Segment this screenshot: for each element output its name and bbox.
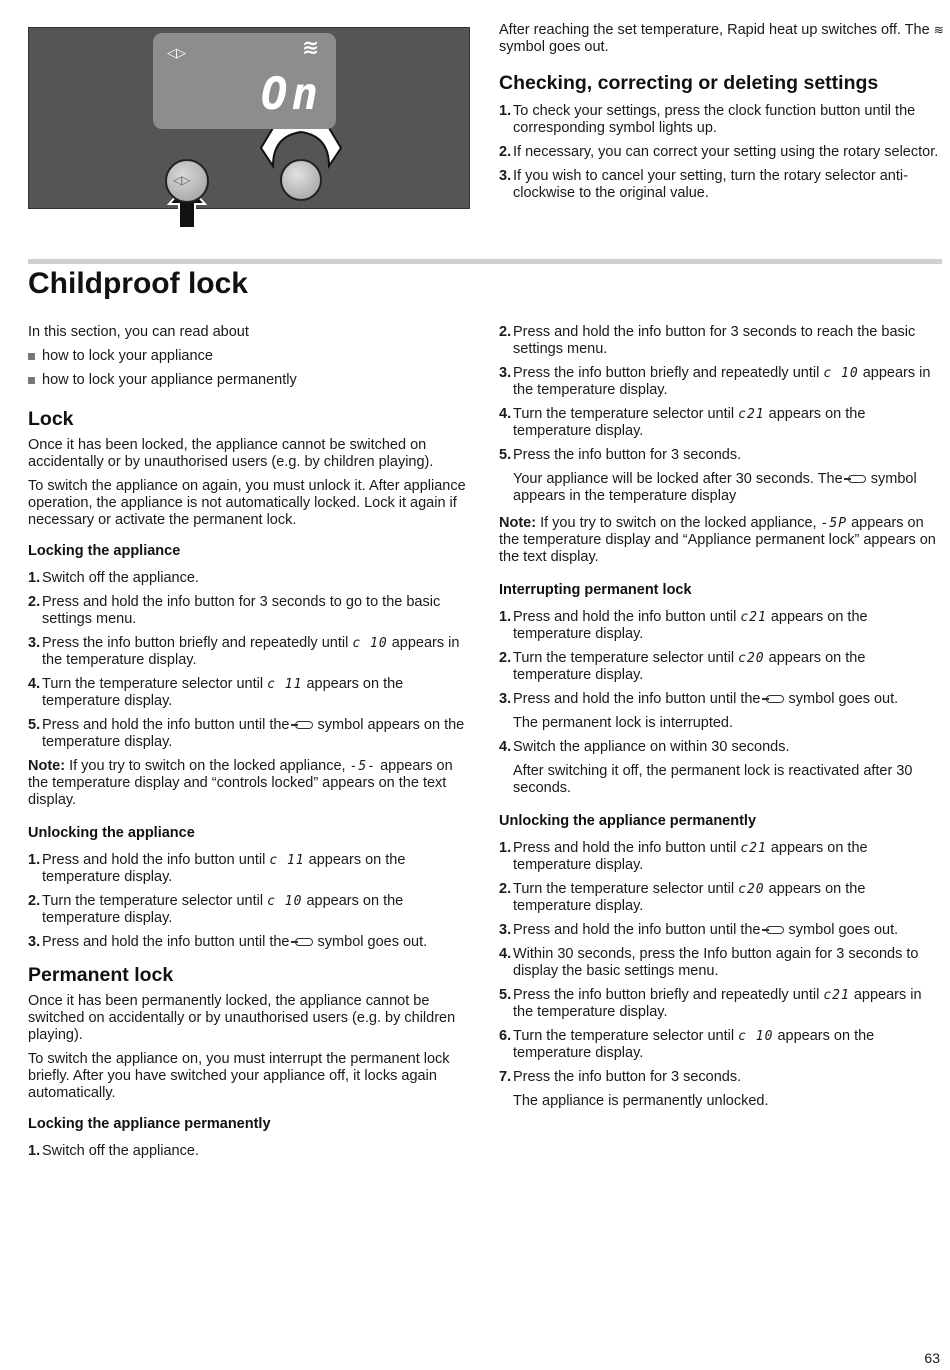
list-item: 3. If you wish to cancel your setting, turn the rotary selector anti-clockwise to the original value. [499,168,908,201]
intro-text: In this section, you can read about [28,324,249,340]
display-code: c 10 [352,636,388,651]
locking-permanently-heading: Locking the appliance permanently [28,1116,271,1132]
unlocking-permanently-heading: Unlocking the appliance permanently [499,813,757,829]
display-screen [153,33,336,129]
list-item: 2. Press and hold the info button for 3 seconds to reach the basic settings menu. [499,324,916,357]
list-item: 1. Switch off the appliance. [28,1143,199,1159]
rapid-heat-icon: ≋ [933,23,943,37]
lock-note: Note: If you try to switch on the locked appliance, -5- appears on the temperature display and “controls locked” appears on the text display. [28,758,453,808]
page-title: Childproof lock [28,267,248,300]
display-code: c21 [738,407,765,422]
display-arrows-icon: ◁▷ [167,45,185,60]
display-code: c 10 [267,894,303,909]
list-item: 3. Press and hold the info button until the symbol goes out. [499,691,899,707]
list-item: 2. Press and hold the info button for 3 seconds to go to the basic settings menu. [28,594,441,627]
display-code: -5P [820,516,848,531]
display-text: On [261,69,322,120]
list-item: 2. Turn the temperature selector until c20 appears on the temperature display. [499,650,866,683]
list-item: how to lock your appliance permanently [28,372,473,389]
lock-heading: Lock [28,408,74,430]
list-item: 3. Press and hold the info button until the symbol goes out. [499,922,899,938]
locking-permanently-steps-start [28,1143,473,1160]
list-item: 7. Press the info button for 3 seconds. [499,1069,742,1085]
key-lock-icon [295,721,313,729]
locking-heading: Locking the appliance [28,543,181,559]
lock-paragraph-1: Once it has been locked, the appliance cannot be switched on accidentally or by unauthorised users (e.g. by children playing). [28,437,434,470]
permanent-paragraph-2: To switch the appliance on, you must interrupt the permanent lock briefly. After you have switched your appliance off, it locks again automatically. [28,1051,450,1101]
unlocking-steps [28,852,473,951]
step-result: Your appliance will be locked after 30 seconds. The symbol appears in the temperature display [513,471,917,504]
list-item: how to lock your appliance [28,348,473,365]
interrupting-steps-continued [499,739,943,756]
display-code: -5- [349,759,377,774]
permanent-note: Note: If you try to switch on the locked appliance, -5P appears on the temperature display and “Appliance permanent lock” appears on the text display. [499,515,936,565]
step-result: The appliance is permanently unlocked. [513,1093,769,1109]
permanent-lock-heading: Permanent lock [28,964,174,986]
unlocking-permanently-steps [499,840,943,1086]
list-item: 2. Turn the temperature selector until c 10 appears on the temperature display. [28,893,404,926]
list-item: 4. Switch the appliance on within 30 seconds. [499,739,790,755]
rapid-heat-icon: ≋ [302,37,316,59]
list-item: 1. Press and hold the info button until c21 appears on the temperature display. [499,609,868,642]
display-code: c20 [738,651,765,666]
interrupting-heading: Interrupting permanent lock [499,582,692,598]
list-item: 5. Press and hold the info button until the symbol appears on the temperature display. [28,717,465,750]
locking-permanently-steps [499,324,943,464]
checking-heading: Checking, correcting or deleting settings [499,72,879,94]
list-item: 3. Press the info button briefly and repeatedly until c 10 appears in the temperature display. [499,365,931,398]
key-lock-icon [766,695,784,703]
section-divider [28,259,942,264]
list-item: 1. Switch off the appliance. [28,570,199,586]
intro-bullets [28,348,473,389]
rotary-selector-knob [280,159,322,201]
list-item: 4. Turn the temperature selector until c 11 appears on the temperature display. [28,676,404,709]
display-code: c21 [740,610,767,625]
info-button-glyph-icon: ◁▷ [173,173,190,187]
display-code: c 11 [269,853,305,868]
checking-steps [499,103,943,202]
list-item: 2. Turn the temperature selector until c20 appears on the temperature display. [499,881,866,914]
permanent-paragraph-1: Once it has been permanently locked, the appliance cannot be switched on accidentally or by unauthorised users (e.g. by children playing). [28,993,456,1043]
list-item: 4. Turn the temperature selector until c21 appears on the temperature display. [499,406,866,439]
lock-paragraph-2: To switch the appliance on again, you must unlock it. After appliance operation, the appliance is not automatically locked. Lock it again if necessary or activate the permanent lock. [28,478,466,528]
list-item: 5. Press the info button for 3 seconds. [499,447,742,463]
left-column [28,324,473,1167]
rapid-heat-paragraph: After reaching the set temperature, Rapid heat up switches off. The ≋ symbol goes out. [499,22,943,55]
page-number: 63 [924,1350,940,1366]
list-item: 3. Press the info button briefly and repeatedly until c 10 appears in the temperature display. [28,635,460,668]
display-code: c20 [738,882,765,897]
interrupting-steps [499,609,943,708]
display-code: c 10 [738,1029,774,1044]
display-code: c21 [740,841,767,856]
display-code: c21 [823,988,850,1003]
list-item: 1. Press and hold the info button until c21 appears on the temperature display. [499,840,868,873]
info-button [165,159,209,203]
step-result: The permanent lock is interrupted. [513,715,734,731]
display-code: c 11 [267,677,303,692]
right-column [499,324,943,1117]
list-item: 4. Within 30 seconds, press the Info button again for 3 seconds to display the basic settings menu. [499,946,919,979]
list-item: 3. Press and hold the info button until the symbol goes out. [28,934,428,950]
key-lock-icon [766,926,784,934]
top-right-column [499,22,943,209]
control-panel-illustration [28,27,470,209]
step-result: After switching it off, the permanent lock is reactivated after 30 seconds. [513,763,913,796]
list-item: 5. Press the info button briefly and repeatedly until c21 appears in the temperature display. [499,987,922,1020]
unlocking-heading: Unlocking the appliance [28,825,195,841]
list-item: 1. To check your settings, press the clock function button until the corresponding symbol lights up. [499,103,916,136]
key-lock-icon [295,938,313,946]
list-item: 6. Turn the temperature selector until c 10 appears on the temperature display. [499,1028,875,1061]
list-item: 2. If necessary, you can correct your setting using the rotary selector. [499,144,939,160]
display-code: c 10 [823,366,859,381]
locking-steps [28,570,473,751]
key-lock-icon [848,475,866,483]
list-item: 1. Press and hold the info button until c 11 appears on the temperature display. [28,852,406,885]
